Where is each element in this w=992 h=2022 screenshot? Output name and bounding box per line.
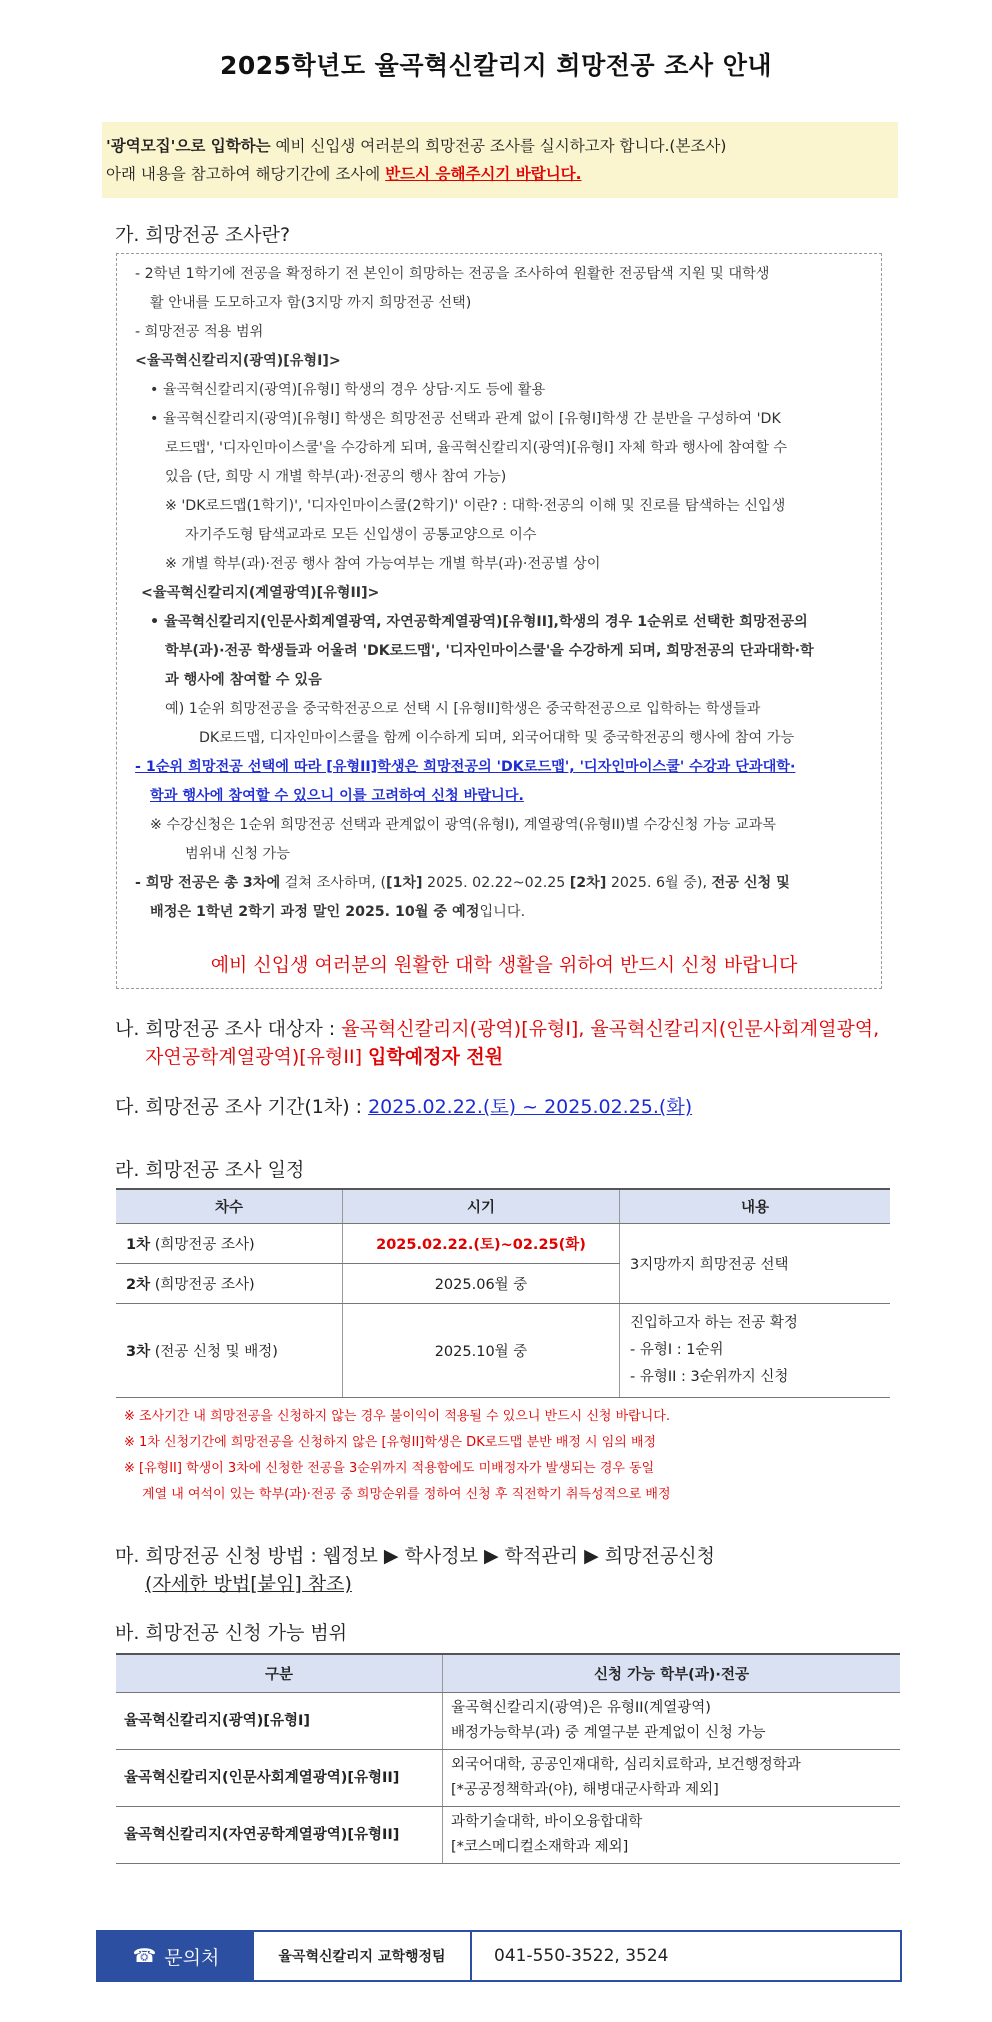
ga-e1a: 예) 1순위 희망전공을 중국학전공으로 선택 시 [유형II]학생은 중국학전공으로 입학하는 학생들과	[165, 701, 761, 717]
ga-n1b: 자기주도형 탐색교과로 모든 신입생이 공통교양으로 이수	[185, 527, 537, 543]
table-header: 구분	[116, 1654, 443, 1693]
table-cell	[443, 1807, 901, 1864]
cell-line: 율곡혁신칼리지(광역)은 유형II(계열광역)	[451, 1700, 711, 1716]
cell-line: - 유형I : 1순위	[630, 1342, 724, 1358]
ga-l1-d: 2025. 02.22~02.25	[422, 875, 570, 891]
ga-p1b: 활 안내를 도모하고자 함(3지망 까지 희망전공 선택)	[150, 295, 472, 311]
section-ba-heading: 바. 희망전공 신청 가능 범위	[115, 1622, 348, 1644]
table-header-row	[116, 1189, 890, 1224]
notice-box	[102, 122, 898, 198]
table-row	[116, 1807, 900, 1864]
table-cell	[443, 1750, 901, 1807]
table-header-row	[116, 1654, 900, 1693]
cell-strong: 2차	[126, 1277, 151, 1293]
na-label: 나. 희망전공 조사 대상자 :	[115, 1018, 342, 1040]
ma-line2: (자세한 방법[붙임] 참조)	[145, 1573, 352, 1595]
range-table	[116, 1653, 900, 1864]
table-cell: 3지망까지 희망전공 선택	[620, 1224, 891, 1304]
ga-blue1a: - 1순위 희망전공 선택에 따라 [유형II]학생은 희망전공의 'DK로드맵', '디자인마이스쿨' 수강과 단과대학·	[135, 759, 796, 775]
section-ga-box	[116, 253, 882, 989]
notice-emph: '광역모집'으로 입학하는	[106, 137, 271, 155]
section-na	[115, 1015, 992, 1071]
ga-n3a: ※ 수강신청은 1순위 희망전공 선택과 관계없이 광역(유형I), 계열광역(유형II)별 수강신청 가능 교과목	[150, 817, 777, 833]
table-cell: 2025.10월 중	[343, 1304, 620, 1398]
ga-b1: • 율곡혁신칼리지(광역)[유형I] 학생의 경우 상담·지도 등에 활용	[150, 382, 546, 398]
table-header: 차수	[116, 1189, 343, 1224]
table-cell	[443, 1693, 901, 1750]
table-row	[116, 1750, 900, 1807]
table-cell	[116, 1304, 343, 1398]
table-cell: 2025.02.22.(토)~02.25(화)	[343, 1224, 620, 1264]
section-ra-heading: 라. 희망전공 조사 일정	[115, 1159, 305, 1181]
ga-closing: 예비 신입생 여러분의 원활한 대학 생활을 위하여 반드시 신청 바랍니다	[210, 954, 798, 976]
cell-line: - 유형II : 3순위까지 신청	[630, 1369, 789, 1385]
ga-l2-a: 배정은 1학년 2학기 과정 말인 2025. 10월 중 예정	[150, 904, 480, 920]
ga-type1-heading: <율곡혁신칼리지(광역)[유형I]>	[135, 353, 341, 369]
cell-text: (희망전공 조사)	[150, 1277, 255, 1293]
section-da	[115, 1093, 992, 1121]
schedule-notes	[124, 1404, 992, 1508]
notice-text: 예비 신입생 여러분의 희망전공 조사를 실시하고자 합니다.(본조사)	[270, 137, 727, 155]
contact-label-cell	[98, 1932, 254, 1980]
da-value: 2025.02.22.(토) ~ 2025.02.25.(화)	[368, 1096, 693, 1118]
ga-b2c: 있음 (단, 희망 시 개별 학부(과)·전공의 행사 참여 가능)	[165, 469, 507, 485]
table-cell	[116, 1224, 343, 1264]
ga-l1	[135, 869, 873, 898]
ga-l1-a: - 희망 전공은 총 3차에	[135, 875, 281, 891]
table-cell: 율곡혁신칼리지(자연공학계열광역)[유형II]	[116, 1807, 443, 1864]
table-cell: 율곡혁신칼리지(인문사회계열광역)[유형II]	[116, 1750, 443, 1807]
page-title: 2025학년도 율곡혁신칼리지 희망전공 조사 안내	[219, 51, 773, 80]
ga-n1a: ※ 'DK로드맵(1학기)', '디자인마이스쿨(2학기)' 이란? : 대학·전공의 이해 및 진로를 탐색하는 신입생	[165, 498, 786, 514]
cell-line: [*코스메디컬소재학과 제외]	[451, 1839, 629, 1855]
table-row	[116, 1693, 900, 1750]
table-header: 내용	[620, 1189, 891, 1224]
ma-line1: 마. 희망전공 신청 방법 : 웹정보 ▶ 학사정보 ▶ 학적관리 ▶ 희망전공신청	[115, 1545, 715, 1567]
ga-l1-c: [1차]	[385, 875, 423, 891]
table-cell: 율곡혁신칼리지(광역)[유형I]	[116, 1693, 443, 1750]
ga-b3b: 학부(과)·전공 학생들과 어울려 'DK로드맵', '디자인마이스쿨'을 수강하게 되며, 희망전공의 단과대학·학	[165, 643, 814, 659]
table-row	[116, 1224, 890, 1264]
ga-b2b: 로드맵', '디자인마이스쿨'을 수강하게 되며, 율곡혁신칼리지(광역)[유형I] 자체 학과 행사에 참여할 수	[165, 440, 788, 456]
schedule-table	[116, 1188, 890, 1398]
na-red2: 자연공학계열광역)[유형II]	[145, 1046, 369, 1068]
ga-p2: - 희망전공 적용 범위	[135, 324, 264, 340]
cell-line: 외국어대학, 공공인재대학, 심리치료학과, 보건행정학과	[451, 1757, 801, 1773]
cell-line: 과학기술대학, 바이오융합대학	[451, 1814, 643, 1830]
ga-n2: ※ 개별 학부(과)·전공 행사 참여 가능여부는 개별 학부(과)·전공별 상이	[165, 556, 601, 572]
ga-e1b: DK로드맵, 디자인마이스쿨을 함께 이수하게 되며, 외국어대학 및 중국학전공의 행사에 참여 가능	[199, 730, 795, 746]
note-line: ※ [유형II] 학생이 3차에 신청한 전공을 3순위까지 적용함에도 미배정자가 발생되는 경우 동일	[124, 1461, 655, 1476]
contact-bar	[96, 1930, 902, 1982]
table-cell	[116, 1264, 343, 1304]
notice-text-2: 아래 내용을 참고하여 해당기간에 조사에	[106, 165, 386, 183]
table-header: 신청 가능 학부(과)·전공	[443, 1654, 901, 1693]
notice-emph-2: 반드시 응해주시기 바랍니다.	[385, 165, 582, 183]
ga-l1-f: 2025. 6월 중),	[606, 875, 712, 891]
ga-l1-g: 전공 신청 및	[711, 875, 790, 891]
table-cell: 2025.06월 중	[343, 1264, 620, 1304]
ga-b2a: • 율곡혁신칼리지(광역)[유형I] 학생은 희망전공 선택과 관계 없이 [유형I]학생 간 분반을 구성하여 'DK	[150, 411, 781, 427]
cell-text: (희망전공 조사)	[150, 1237, 255, 1253]
table-header: 시기	[343, 1189, 620, 1224]
contact-dept: 율곡혁신칼리지 교학행정팀	[254, 1932, 472, 1980]
note-line: ※ 1차 신청기간에 희망전공을 신청하지 않은 [유형II]학생은 DK로드맵 분반 배정 시 임의 배정	[124, 1435, 657, 1450]
cell-line: 배정가능학부(과) 중 계열구분 관계없이 신청 가능	[451, 1725, 766, 1741]
ga-blue1b: 학과 행사에 참여할 수 있으니 이를 고려하여 신청 바랍니다.	[150, 788, 524, 804]
note-line: ※ 조사기간 내 희망전공을 신청하지 않는 경우 불이익이 적용될 수 있으니 반드시 신청 바랍니다.	[124, 1409, 670, 1424]
cell-strong: 3차	[126, 1344, 151, 1360]
table-row	[116, 1304, 890, 1398]
section-ga-heading: 가. 희망전공 조사란?	[115, 224, 291, 246]
ga-l1-e: [2차]	[569, 875, 607, 891]
ga-b3a: • 율곡혁신칼리지(인문사회계열광역, 자연공학계열광역)[유형II],학생의 경우 1순위로 선택한 희망전공의	[150, 614, 808, 630]
ga-l1-b: 걸쳐 조사하며, (	[280, 875, 386, 891]
ga-n3b: 범위내 신청 가능	[185, 846, 290, 862]
cell-line: 진입하고자 하는 전공 확정	[630, 1315, 798, 1331]
ga-b3c: 과 행사에 참여할 수 있음	[165, 672, 322, 688]
table-cell	[620, 1304, 891, 1398]
phone-icon: ☎	[132, 1945, 157, 1967]
contact-phone: 041-550-3522, 3524	[494, 1946, 669, 1966]
ga-p1: - 2학년 1학기에 전공을 확정하기 전 본인이 희망하는 전공을 조사하여 원활한 전공탐색 지원 및 대학생	[135, 266, 770, 282]
ga-l2-b: 입니다.	[479, 904, 526, 920]
da-label: 다. 희망전공 조사 기간(1차) :	[115, 1096, 369, 1118]
contact-label: 문의처	[164, 1946, 220, 1969]
cell-line: [*공공정책학과(야), 해병대군사학과 제외]	[451, 1782, 719, 1798]
cell-strong: 1차	[126, 1237, 151, 1253]
na-red1: 율곡혁신칼리지(광역)[유형I], 율곡혁신칼리지(인문사회계열광역,	[341, 1018, 880, 1040]
na-red2b: 입학예정자 전원	[368, 1046, 504, 1068]
cell-text: (전공 신청 및 배정)	[150, 1344, 278, 1360]
section-ma	[115, 1542, 992, 1598]
note-line: 계열 내 여석이 있는 학부(과)·전공 중 희망순위를 정하여 신청 후 직전학기 취득성적으로 배정	[142, 1487, 671, 1502]
ga-type2-heading: <율곡혁신칼리지(계열광역)[유형II]>	[141, 585, 380, 601]
